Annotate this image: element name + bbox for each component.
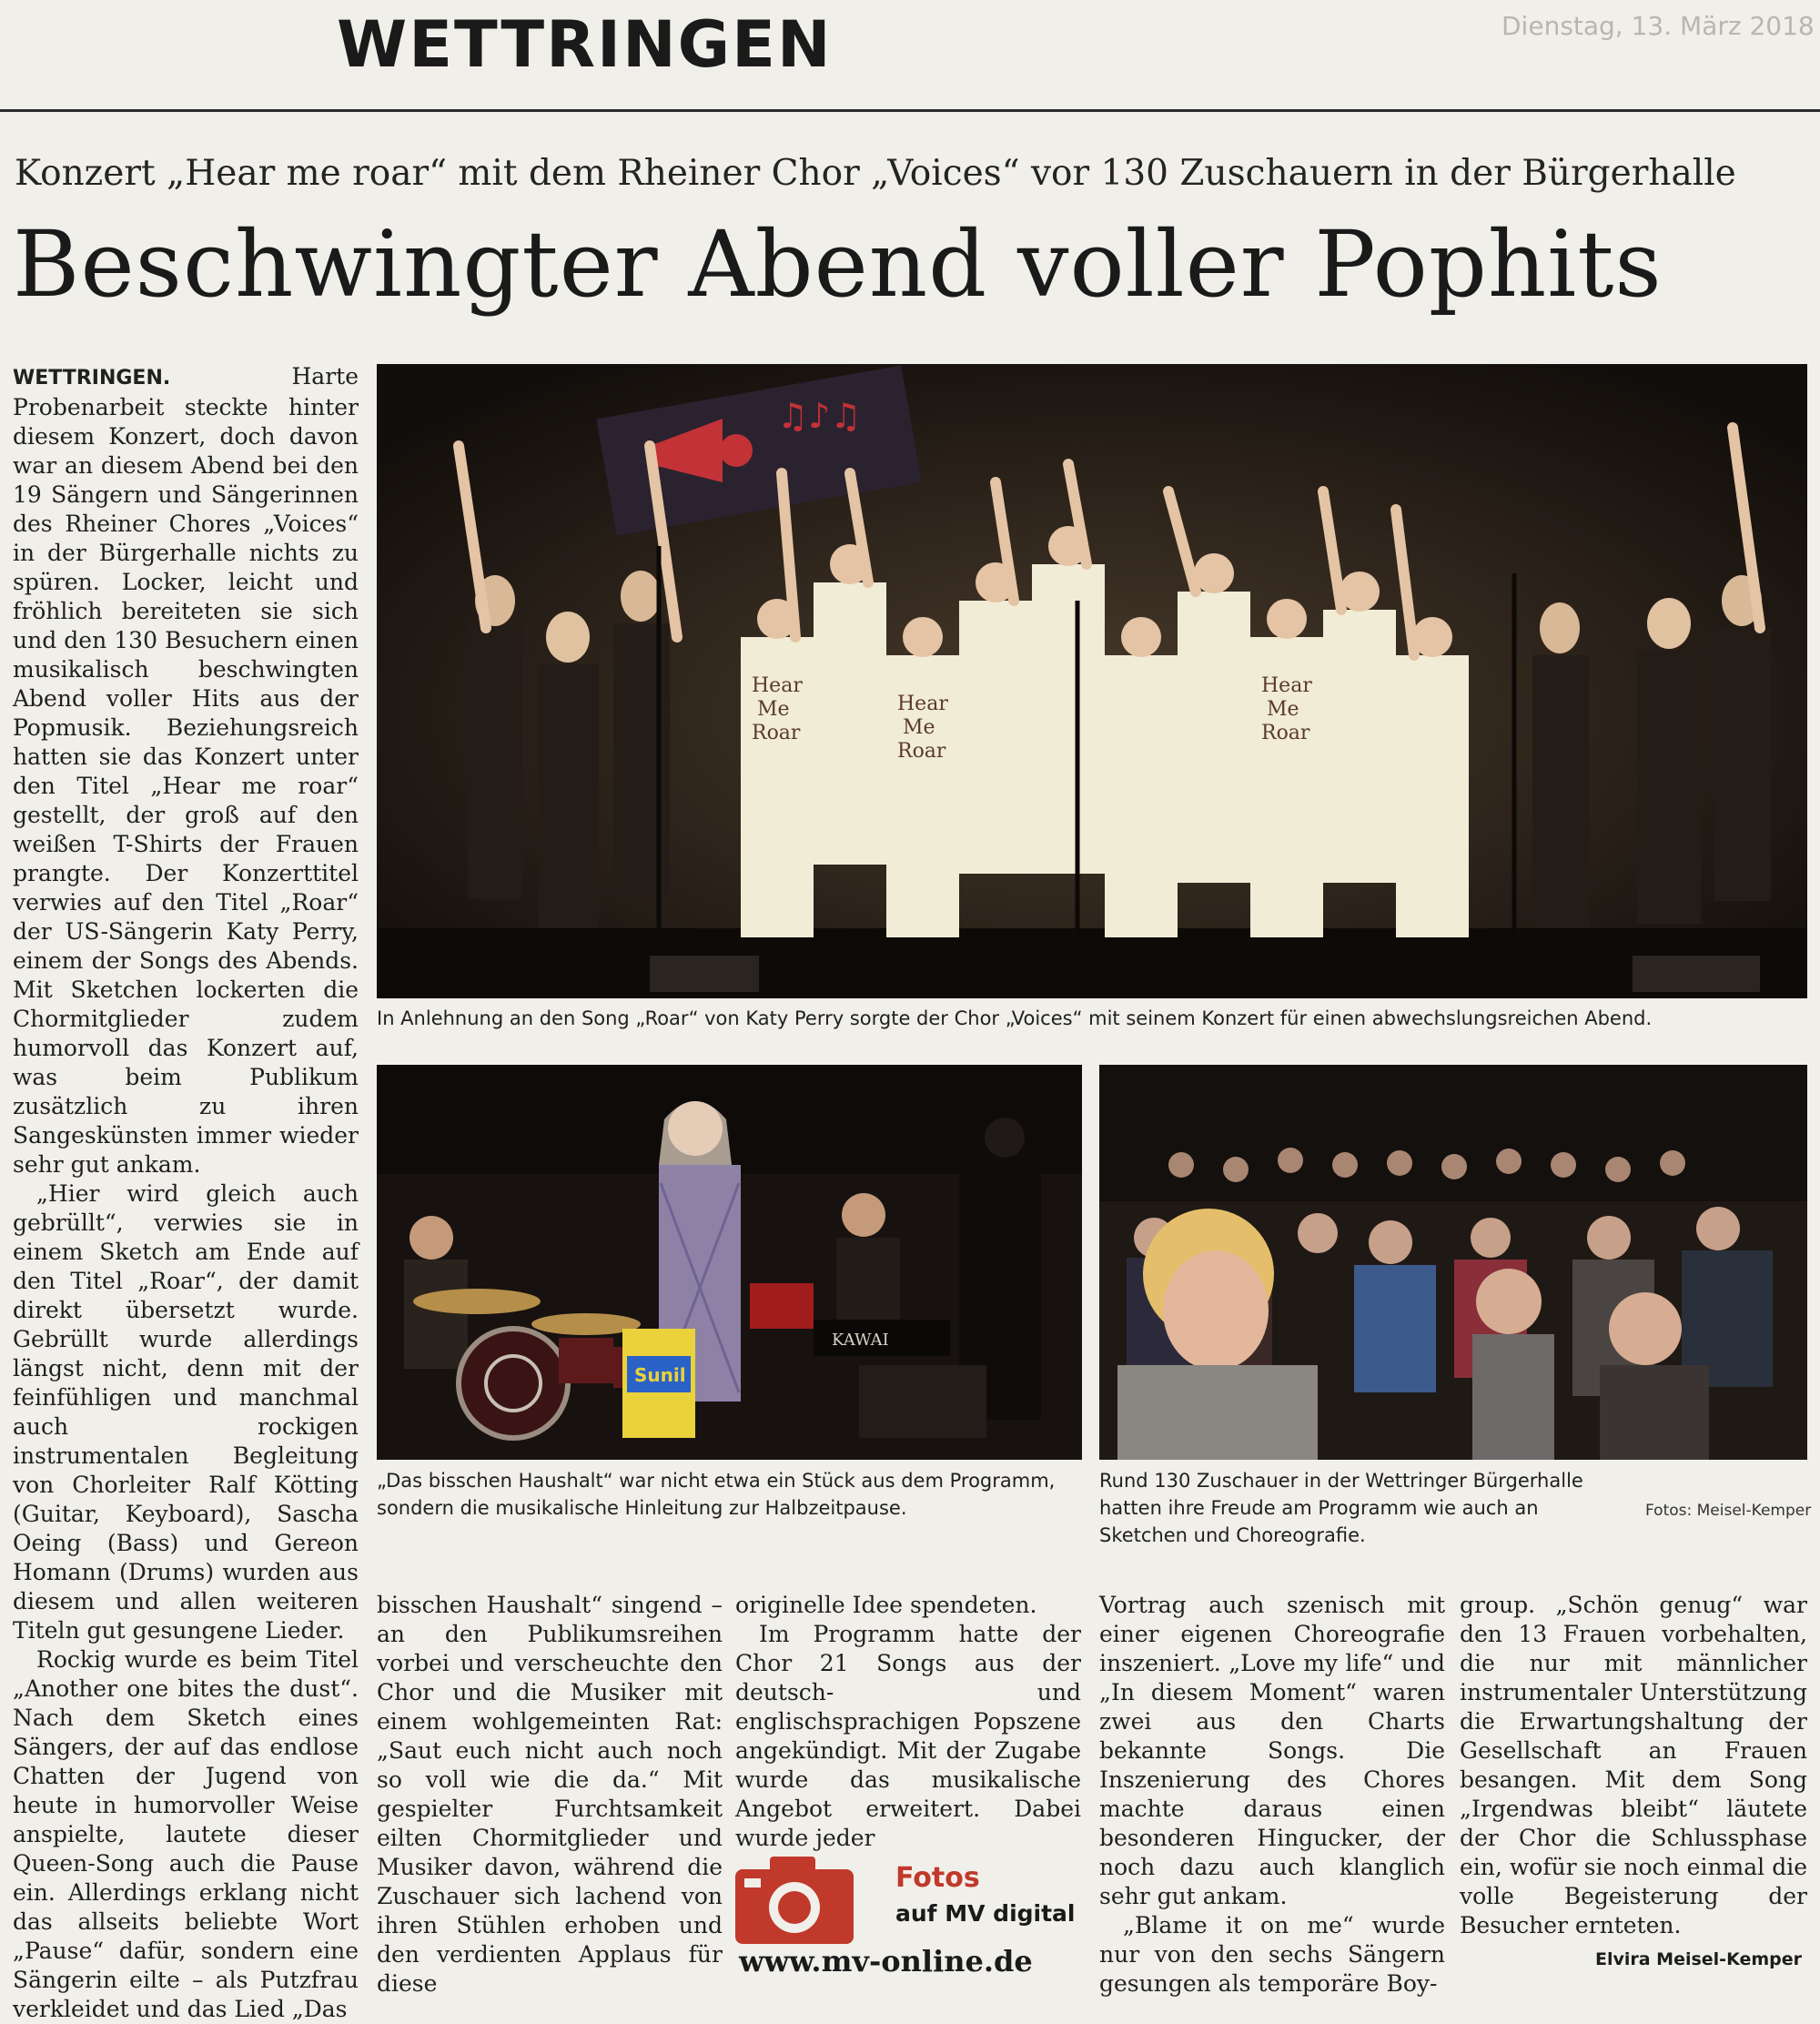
choir-photo-image [377, 364, 1807, 998]
mv-digital-ad[interactable] [735, 1849, 1079, 1978]
choir-photo [377, 364, 1807, 998]
paragraph: „Blame it on me“ wurde nur von den sechs Sängern gesungen als temporäre Boy- [1099, 1912, 1445, 1997]
paragraph [13, 362, 359, 1179]
issue-date: Dienstag, 13. März 2018 [1502, 11, 1815, 41]
shirt-text: Roar [897, 740, 946, 763]
svg-text:♫♪♫: ♫♪♫ [777, 396, 862, 436]
shirt-text: Roar [1261, 722, 1310, 744]
article-column-5 [1460, 1591, 1807, 1946]
right-photo-caption: Rund 130 Zuschauer in der Wettringer Bürgerhalle hatten ihre Freude am Programm wie auch an Sketchen und Choreografie. [1099, 1470, 1583, 1546]
ad-subtitle: auf MV digital [895, 1900, 1076, 1927]
ad-url-link[interactable]: www.mv-online.de [739, 1944, 1033, 1978]
shirt-text: Me [1267, 698, 1299, 721]
article-column-4 [1099, 1591, 1445, 1997]
article-column-3 [735, 1591, 1081, 1851]
paragraph: bisschen Haushalt“ singend – an den Publikumsreihen vorbei und verscheuchte den Chor und die Musiker mit einem wohlgemeinten Rat: „Saut euch nicht auch noch so voll wie die da.“ Mit gespielter Furchtsamkeit eilten Chormitglieder und Musiker davon, während die Zuschauer sich lachend von ihren Stühlen erhoben und den verdienten Applaus für diese [377, 1592, 723, 1997]
photo-credit: Fotos: Meisel-Kemper [1645, 1502, 1812, 1520]
section-heading: WETTRINGEN [337, 7, 833, 82]
paragraph-text: Harte Probenarbeit steckte hinter diesem Konzert, doch davon war an diesem Abend bei den 19 Sängern und Sängerinnen des Rheiner Chores „Voices“ in der Bürgerhalle nichts zu spüren. Locker, leicht und fröhlich bereiteten sie sich und den 130 Besuchern einen musikalisch beschwingten Abend voller Hits aus der Popmusik. Beziehungsreich hatten sie das Konzert unter den Titel „Hear me roar“ gestellt, der groß auf den weißen T-Shirts der Frauen prangte. Der Konzerttitel verwies auf den Titel „Roar“ der US-Sängerin Katy Perry, einem der Songs des Abends. Mit Sketchen lockerten die Chormitglieder zudem humorvoll das Konzert auf, was beim Publikum zusätzlich zu ihren Sangeskünsten immer wieder sehr gut ankam. [13, 363, 359, 1178]
author-byline: Elvira Meisel-Kemper [1594, 1949, 1802, 1969]
keyboard-brand: KAWAI [832, 1331, 889, 1350]
shirt-text: Hear [1261, 674, 1312, 697]
main-photo-caption: In Anlehnung an den Song „Roar“ von Katy Perry sorgte der Chor „Voices“ mit seinem Konzert für einen abwechslungsreichen Abend. [377, 1007, 1653, 1029]
ad-title: Fotos [895, 1862, 980, 1894]
paragraph: Vortrag auch szenisch mit einer eigenen Choreografie inszeniert. „Love my life“ und „In diesem Moment“ waren zwei aus den Charts bekannte Songs. Die Inszenierung des Chores machte daraus einen besonderen Hingucker, der noch dazu auch klanglich sehr gut ankam. [1099, 1592, 1445, 1909]
article-column-2 [377, 1591, 723, 1997]
article-column-1 [13, 362, 359, 2022]
article-headline: Beschwingter Abend voller Pophits [13, 211, 1663, 318]
paragraph: „Hier wird gleich auch gebrüllt“, verwies sie in einem Sketch am Ende auf den Titel „Roar“, der damit direkt übersetzt wurde. Gebrüllt wurde allerdings längst nicht, denn mit der feinfühligen und manchmal auch rockigen instrumentalen Begleitung von Chorleiter Ralf Kötting (Guitar, Keyboard), Sascha Oeing (Bass) und Gereon Homann (Drums) wurden aus diesem und allen weiteren Titeln gut gesungene Lieder. [13, 1180, 359, 1644]
camera-icon [735, 1857, 854, 1944]
sketch-photo-image [377, 1065, 1082, 1460]
dateline: WETTRINGEN. [13, 367, 171, 390]
shirt-text: Me [903, 716, 935, 739]
paragraph: Im Programm hatte der Chor 21 Songs aus der deutsch- und englischsprachigen Popszene angekündigt. Mit der Zugabe wurde das musikalische Angebot erweitert. Dabei wurde jeder [735, 1621, 1081, 1851]
housewife-sketch-photo [377, 1065, 1082, 1460]
shirt-text: Hear [897, 693, 948, 715]
detergent-label: Sunil [634, 1364, 686, 1386]
article-kicker: Konzert „Hear me roar“ mit dem Rheiner Chor „Voices“ vor 130 Zuschauern in der Bürgerhalle [15, 153, 1736, 194]
left-photo-caption: „Das bisschen Haushalt“ war nicht etwa ein Stück aus dem Programm, sondern die musikalische Hinleitung zur Halbzeitpause. [377, 1470, 1056, 1519]
header-rule [0, 109, 1820, 112]
shirt-text: Me [757, 698, 790, 721]
shirt-text: Hear [752, 674, 803, 697]
paragraph: group. „Schön genug“ war den 13 Frauen vorbehalten, die nur mit männlicher instrumentaler Unterstützung die Erwartungshaltung der Gesellschaft an Frauen besangen. Mit dem Song „Irgendwas bleibt“ läutete der Chor die Schlussphase ein, wofür sie noch einmal die volle Begeisterung der Besucher ernteten. [1460, 1592, 1807, 1938]
shirt-text: Roar [752, 722, 801, 744]
paragraph: Rockig wurde es beim Titel „Another one bites the dust“. Nach dem Sketch eines Sängers, der auf das endlose Chatten der Jugend von heute in humorvoller Weise anspielte, lautete dieser Queen-Song auch die Pause ein. Allerdings erklang nicht das allseits beliebte Wort „Pause“ dafür, sondern eine Sängerin eilte – als Putzfrau verkleidet und das Lied „Das [13, 1646, 359, 2022]
audience-photo [1099, 1065, 1807, 1460]
audience-photo-image [1099, 1065, 1807, 1460]
paragraph: originelle Idee spendeten. [735, 1592, 1037, 1618]
